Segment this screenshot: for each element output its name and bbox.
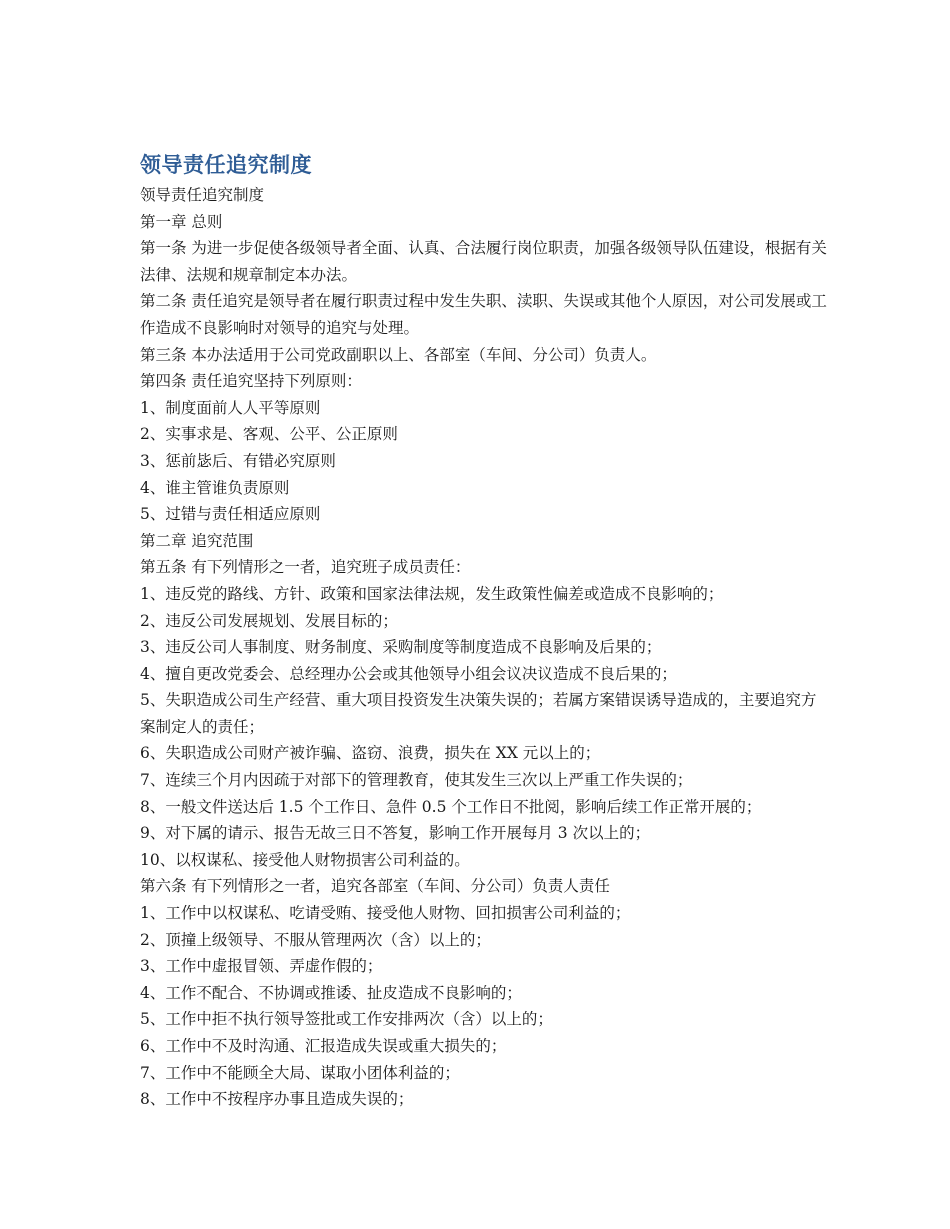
paragraph: 6、失职造成公司财产被诈骗、盗窃、浪费，损失在 XX 元以上的；	[140, 744, 601, 763]
paragraph: 5、失职造成公司生产经营、重大项目投资发生决策失误的；若属方案错误诱导造成的，主要追究方案制定人的责任；	[140, 691, 817, 736]
paragraph: 6、工作中不及时沟通、汇报造成失误或重大损失的；	[140, 1037, 507, 1055]
paragraph: 1、工作中以权谋私、吃请受贿、接受他人财物、回扣损害公司利益的；	[140, 904, 631, 923]
paragraph: 1、制度面前人人平等原则	[140, 398, 321, 417]
paragraph: 3、工作中虚报冒领、弄虚作假的；	[140, 957, 383, 976]
paragraph: 第四条 责任追究坚持下列原则：	[140, 372, 362, 391]
paragraph: 7、工作中不能顾全大局、谋取小团体利益的；	[140, 1063, 460, 1082]
paragraph: 第一条 为进一步促使各级领导者全面、认真、合法履行岗位职责，加强各级领导队伍建设，根据有关法律、法规和规章制定本办法。	[140, 239, 827, 284]
paragraph: 领导责任追究制度	[140, 186, 265, 204]
paragraph: 4、擅自更改党委会、总经理办公会或其他领导小组会议决议造成不良后果的；	[140, 664, 677, 683]
document-body	[140, 150, 830, 1113]
paragraph: 3、违反公司人事制度、财务制度、采购制度等制度造成不良影响及后果的；	[140, 638, 662, 657]
paragraph: 第五条 有下列情形之一者，追究班子成员责任：	[140, 558, 471, 577]
paragraph: 第六条 有下列情形之一者，追究各部室（车间、分公司）负责人责任	[140, 877, 610, 896]
paragraph: 10、以权谋私、接受他人财物损害公司利益的。	[140, 850, 470, 869]
paragraph: 2、实事求是、客观、公平、公正原则	[140, 425, 398, 444]
paragraph: 3、惩前毖后、有错必究原则	[140, 451, 336, 470]
paragraph: 5、过错与责任相适应原则	[140, 505, 321, 524]
paragraph: 4、谁主管谁负责原则	[140, 478, 290, 497]
paragraph: 第一章 总则	[140, 212, 223, 231]
paragraph: 2、违反公司发展规划、发展目标的；	[140, 611, 398, 630]
paragraph: 5、工作中拒不执行领导签批或工作安排两次（含）以上的；	[140, 1010, 553, 1029]
paragraph: 第二章 追究范围	[140, 531, 254, 550]
paragraph: 第二条 责任追究是领导者在履行职责过程中发生失职、渎职、失误或其他个人原因，对公司发展或工作造成不良影响时对领导的追究与处理。	[140, 292, 827, 337]
paragraph: 第三条 本办法适用于公司党政副职以上、各部室（车间、分公司）负责人。	[140, 345, 657, 364]
paragraph: 9、对下属的请示、报告无故三日不答复，影响工作开展每月 3 次以上的；	[140, 824, 651, 843]
document-title: 领导责任追究制度	[140, 153, 312, 177]
paragraph: 7、连续三个月内因疏于对部下的管理教育，使其发生三次以上严重工作失误的；	[140, 771, 693, 790]
paragraph: 2、顶撞上级领导、不服从管理两次（含）以上的；	[140, 930, 491, 949]
paragraph-list	[140, 182, 830, 1113]
paragraph: 4、工作不配合、不协调或推诿、扯皮造成不良影响的；	[140, 983, 522, 1002]
paragraph: 1、违反党的路线、方针、政策和国家法律法规，发生政策性偏差或造成不良影响的；	[140, 584, 724, 603]
paragraph: 8、工作中不按程序办事且造成失误的；	[140, 1090, 414, 1109]
paragraph: 8、一般文件送达后 1.5 个工作日、急件 0.5 个工作日不批阅，影响后续工作正常开展的；	[140, 797, 762, 816]
